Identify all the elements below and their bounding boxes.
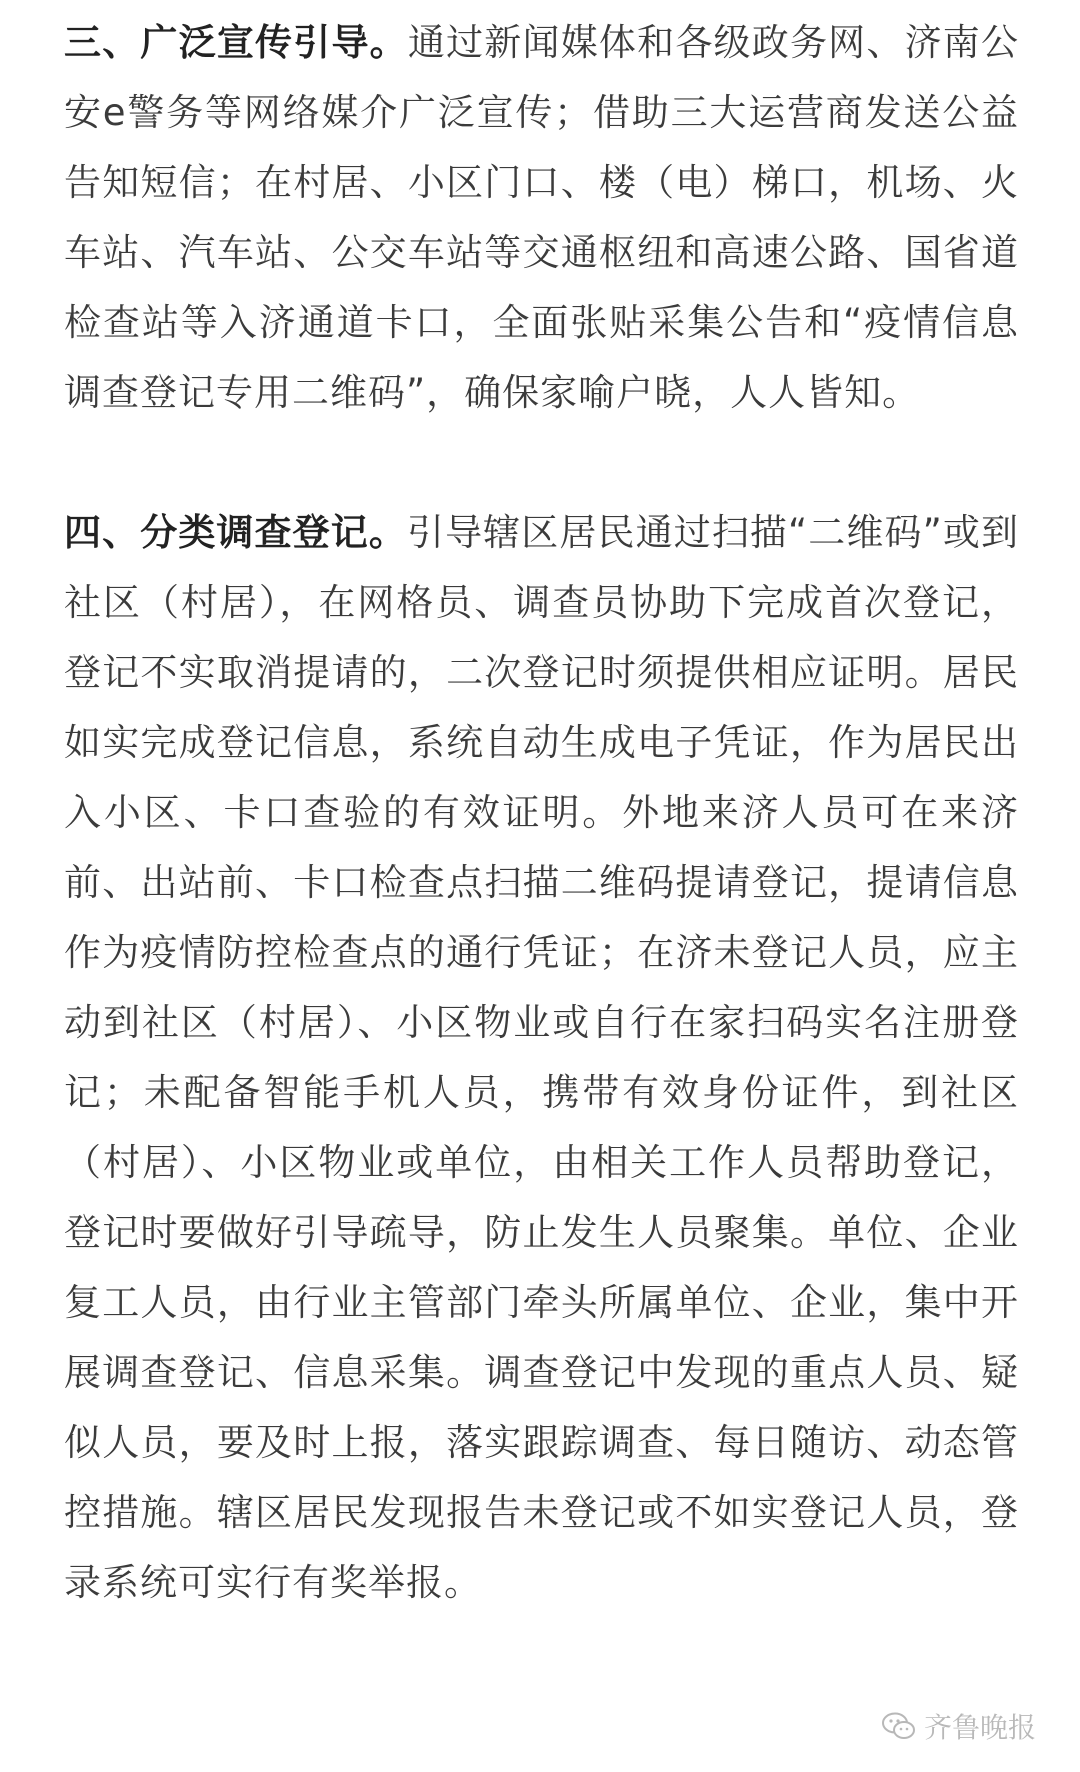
- watermark-text: 齐鲁晚报: [923, 1711, 1036, 1744]
- article-body: [64, 8, 1019, 1618]
- paragraph-text: 引导辖区居民通过扫描“二维码”或到社区（村居），在网格员、调查员协助下完成首次登记，登记不实取消提请的，二次登记时须提供相应证明。居民如实完成登记信息，系统自动生成电子凭证，作为居民出入小区、卡口查验的有效证明。外地来济人员可在来济前、出站前、卡口检查点扫描二维码提请登记，提请信息作为疫情防控检查点的通行凭证；在济未登记人员，应主动到社区（村居）、小区物业或自行在家扫码实名注册登记；未配备智能手机人员，携带有效身份证件，到社区（村居）、小区物业或单位，由相关工作人员帮助登记，登记时要做好引导疏导，防止发生人员聚集。单位、企业复工人员，由行业主管部门牵头所属单位、企业，集中开展调查登记、信息采集。调查登记中发现的重点人员、疑似人员，要及时上报，落实跟踪调查、每日随访、动态管控措施。辖区居民发现报告未登记或不如实登记人员，登录系统可实行有奖举报。: [64, 511, 1020, 1604]
- paragraph-publicity: [64, 8, 1019, 428]
- paragraph-heading: 三、广泛宣传引导。: [64, 21, 408, 64]
- paragraph-registration: [64, 498, 1019, 1618]
- paragraph-heading: 四、分类调查登记。: [64, 511, 407, 554]
- source-watermark: [882, 1706, 1036, 1746]
- paragraph-text: 通过新闻媒体和各级政务网、济南公安e警务等网络媒介广泛宣传；借助三大运营商发送公益告知短信；在村居、小区门口、楼（电）梯口，机场、火车站、汽车站、公交车站等交通枢纽和高速公路、国省道检查站等入济通道卡口，全面张贴采集公告和“疫情信息调查登记专用二维码”，确保家喻户晓，人人皆知。: [64, 21, 1019, 414]
- wechat-icon: [882, 1712, 916, 1740]
